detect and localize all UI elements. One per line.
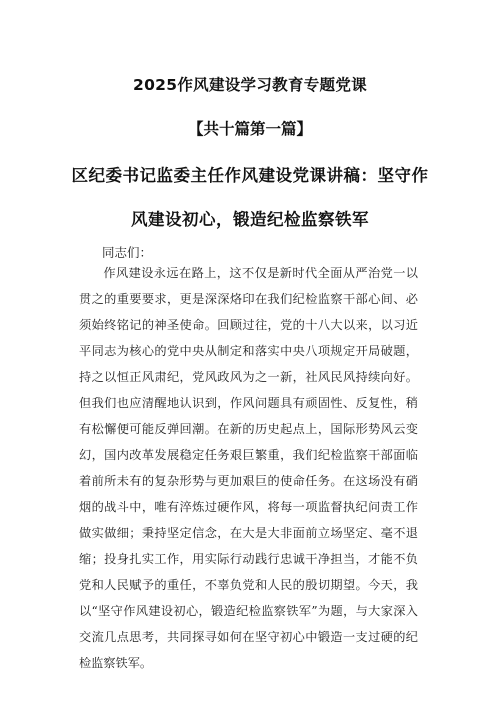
speech-heading-line1: 区纪委书记监委主任作风建设党课讲稿：坚守作 <box>71 166 429 185</box>
document-title: 2025作风建设学习教育专题党课 <box>133 76 367 94</box>
body-paragraph: 作风建设永远在路上，这不仅是新时代全面从严治党一以贯之的重要要求，更是深深烙印在我们纪检监察干部心间、必须始终铭记的神圣使命。回顾过往，党的十八大以来，以习近平同志为核心的党中央从制定和落实中央八项规定开局破题，持之以恒正风肃纪，党风政风为之一新，社风民风持续向好。但我们也应清醒地认识到，作风问题具有顽固性、反复性，稍有松懈便可能反弹回潮。在新的历史起点上，国际形势风云变幻，国内改革发展稳定任务艰巨繁重，我们纪检监察干部面临着前所未有的复杂形势与更加艰巨的使命任务。在这场没有硝烟的战斗中，唯有淬炼过硬作风，将每一项监督执纪问责工作做实做细；秉持坚定信念，在大是大非面前立场坚定、毫不退缩；投身扎实工作，用实际行动践行忠诚干净担当，才能不负党和人民赋予的重任，不辜负党和人民的殷切期望。今天，我以“坚守作风建设初心，锻造纪检监察铁军”为题，与大家深入交流几点思考，共同探寻如何在坚守初心中锻造一支过硬的纪检监察铁军。 <box>79 266 418 670</box>
speech-heading-line2: 风建设初心，锻造纪检监察铁军 <box>131 210 369 229</box>
series-label: 【共十篇第一篇】 <box>187 120 312 138</box>
salutation: 同志们： <box>102 245 153 260</box>
